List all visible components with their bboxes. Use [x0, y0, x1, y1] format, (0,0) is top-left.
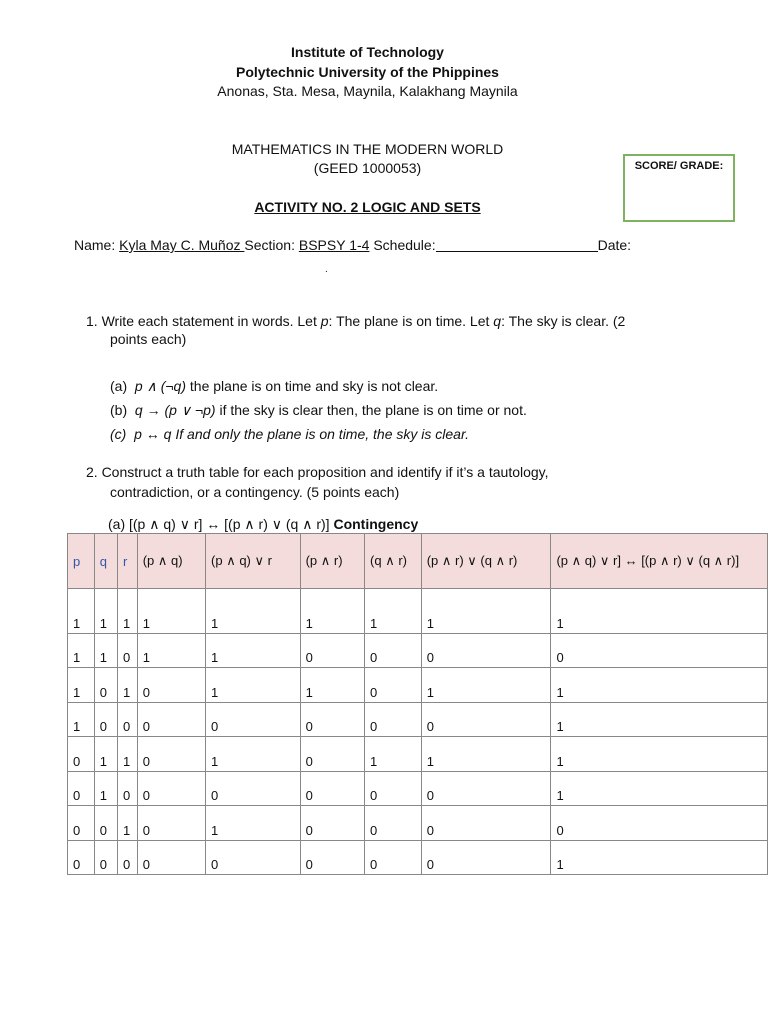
table-row [68, 702, 768, 737]
table-cell: 0 [94, 668, 117, 703]
table-cell: 1 [551, 771, 768, 806]
table-cell: 1 [137, 589, 205, 634]
table-cell: 1 [421, 737, 551, 772]
table-header-row [68, 534, 768, 589]
table-cell: 0 [206, 702, 301, 737]
section-label: Section: [244, 237, 299, 253]
table-cell: 1 [117, 668, 137, 703]
student-name: Kyla May C. Muñoz [119, 237, 245, 253]
table-cell: 1 [551, 737, 768, 772]
table-cell: 0 [421, 840, 551, 875]
truth-table [67, 533, 768, 875]
question-1-prompt: 1. Write each statement in words. Let p: The plane is on time. Let q: The sky is clear. (2 [86, 313, 626, 329]
table-cell: 0 [94, 840, 117, 875]
score-box [623, 154, 735, 222]
table-cell: 0 [365, 771, 422, 806]
table-cell: 0 [68, 806, 95, 841]
question-1 [86, 312, 686, 348]
schedule-blank [436, 237, 598, 252]
question-1-item-c: (c) p ↔ q If and only the plane is on time, the sky is clear. [110, 426, 469, 442]
table-cell: 1 [551, 702, 768, 737]
table-cell: 1 [300, 589, 364, 634]
question-2-part-a: (a) [(p ∧ q) ∨ r] ↔ [(p ∧ r) ∨ (q ∧ r)] Contingency [108, 516, 419, 532]
table-cell: 1 [117, 737, 137, 772]
table-row [68, 771, 768, 806]
table-cell: 1 [68, 633, 95, 668]
table-cell: 0 [68, 737, 95, 772]
table-cell: 1 [551, 589, 768, 634]
header-r: r [117, 534, 137, 589]
student-section: BSPSY 1-4 [298, 237, 370, 253]
table-cell: 1 [68, 589, 95, 634]
table-cell: 0 [300, 633, 364, 668]
header-p-and-q-or-r: (p ∧ q) ∨ r [206, 534, 301, 589]
stray-dot: . [325, 264, 328, 275]
question-2-prompt-cont: contradiction, or a contingency. (5 points each) [110, 484, 400, 500]
table-cell: 0 [117, 840, 137, 875]
table-cell: 1 [68, 668, 95, 703]
table-cell: 0 [300, 702, 364, 737]
table-cell: 1 [551, 668, 768, 703]
table-cell: 0 [421, 702, 551, 737]
table-cell: 1 [94, 771, 117, 806]
table-cell: 0 [300, 771, 364, 806]
table-cell: 0 [117, 633, 137, 668]
table-cell: 0 [421, 633, 551, 668]
table-cell: 1 [300, 668, 364, 703]
table-cell: 0 [551, 806, 768, 841]
table-cell: 0 [137, 771, 205, 806]
table-cell: 0 [94, 702, 117, 737]
header-p: p [68, 534, 95, 589]
table-row [68, 668, 768, 703]
header-biconditional: (p ∧ q) ∨ r] ↔ [(p ∧ r) ∨ (q ∧ r)] [551, 534, 768, 589]
activity-title: ACTIVITY NO. 2 LOGIC AND SETS [254, 199, 481, 215]
table-row [68, 633, 768, 668]
schedule-label: Schedule: [369, 237, 436, 253]
table-cell: 0 [137, 840, 205, 875]
institute-title: Institute of Technology [291, 44, 444, 60]
question-1-prompt-cont: points each) [110, 331, 187, 347]
address: Anonas, Sta. Mesa, Maynila, Kalakhang Maynila [217, 83, 518, 99]
table-cell: 1 [94, 589, 117, 634]
table-cell: 1 [117, 806, 137, 841]
table-cell: 0 [68, 771, 95, 806]
name-label: Name: [74, 237, 120, 253]
header-p-and-q: (p ∧ q) [137, 534, 205, 589]
table-cell: 0 [137, 737, 205, 772]
university-title: Polytechnic University of the Phippines [236, 64, 499, 80]
table-cell: 0 [137, 668, 205, 703]
table-cell: 0 [117, 702, 137, 737]
table-row [68, 806, 768, 841]
table-row [68, 840, 768, 875]
table-cell: 0 [206, 840, 301, 875]
table-cell: 0 [551, 633, 768, 668]
table-cell: 0 [137, 702, 205, 737]
date-label: Date: [597, 237, 632, 253]
table-cell: 1 [206, 589, 301, 634]
table-cell: 1 [206, 737, 301, 772]
table-cell: 1 [137, 633, 205, 668]
table-cell: 0 [365, 702, 422, 737]
table-cell: 0 [117, 771, 137, 806]
table-cell: 1 [365, 737, 422, 772]
course-title: MATHEMATICS IN THE MODERN WORLD [231, 141, 504, 157]
table-cell: 1 [551, 840, 768, 875]
table-cell: 1 [68, 702, 95, 737]
table-cell: 0 [206, 771, 301, 806]
table-row [68, 589, 768, 634]
score-label: SCORE/ GRADE: [634, 160, 724, 172]
question-2 [86, 462, 646, 502]
table-cell: 1 [365, 589, 422, 634]
part-a-answer: Contingency [333, 516, 419, 532]
table-cell: 1 [421, 668, 551, 703]
course-code: (GEED 1000053) [313, 160, 422, 176]
question-1-item-b: (b) q → (p ∨ ¬p) if the sky is clear then, the plane is on time or not. [110, 402, 527, 418]
table-cell: 0 [421, 806, 551, 841]
table-cell: 0 [365, 840, 422, 875]
header-q-and-r: (q ∧ r) [365, 534, 422, 589]
table-cell: 0 [300, 840, 364, 875]
table-cell: 1 [94, 737, 117, 772]
table-cell: 1 [94, 633, 117, 668]
table-cell: 1 [421, 589, 551, 634]
table-cell: 0 [68, 840, 95, 875]
header-p-and-r: (p ∧ r) [300, 534, 364, 589]
table-cell: 0 [421, 771, 551, 806]
table-cell: 0 [300, 737, 364, 772]
question-2-prompt: 2. Construct a truth table for each proposition and identify if it’s a tautology, [86, 464, 549, 480]
header-q: q [94, 534, 117, 589]
table-cell: 1 [206, 668, 301, 703]
table-cell: 1 [206, 806, 301, 841]
student-info-line [74, 237, 631, 253]
table-cell: 0 [94, 806, 117, 841]
table-cell: 0 [365, 633, 422, 668]
table-cell: 0 [137, 806, 205, 841]
table-cell: 1 [117, 589, 137, 634]
header-p-and-r-or-q-and-r: (p ∧ r) ∨ (q ∧ r) [421, 534, 551, 589]
question-1-item-a: (a) p ∧ (¬q) the plane is on time and sky is not clear. [110, 378, 439, 394]
table-row [68, 737, 768, 772]
table-cell: 1 [206, 633, 301, 668]
table-cell: 0 [365, 806, 422, 841]
table-cell: 0 [300, 806, 364, 841]
table-cell: 0 [365, 668, 422, 703]
